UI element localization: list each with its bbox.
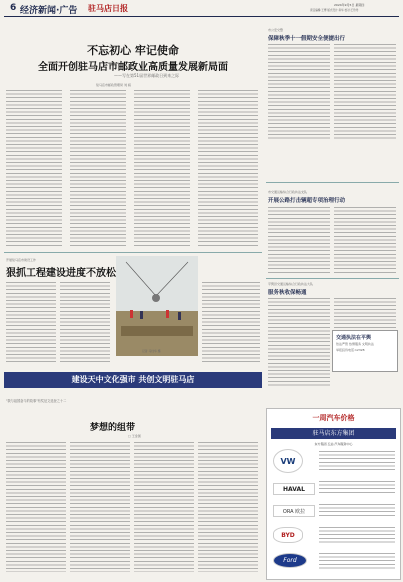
slogan-banner xyxy=(4,372,262,388)
right1-body-col1 xyxy=(268,44,330,140)
right2-body-col2 xyxy=(334,207,396,275)
right2-headline: 开展公路打击辆超专项治理行动 xyxy=(268,198,346,204)
right3-kicker: 平舆县交通运输综合行政执法大队 xyxy=(268,282,314,286)
bottom-body-col1 xyxy=(6,442,66,572)
mid-kicker: 开展驻马店市建设工作 xyxy=(6,258,37,262)
lead-body-col2 xyxy=(70,90,126,248)
car-ad-prices-5 xyxy=(319,553,395,569)
bottom-headline: 梦想的组带 xyxy=(90,423,136,433)
lead-body-col3 xyxy=(134,90,190,248)
lead-body-col4 xyxy=(198,90,258,248)
date-line: 2024年9月5日 星期四 xyxy=(334,3,365,7)
lead-subtitle: ——写在第51届世界邮政日到来之际 xyxy=(114,73,180,78)
right2-kicker: 市交通运输综合行政执法支队 xyxy=(268,190,308,194)
lead-byline: 驻马店市邮政管理局 刘 娟 xyxy=(96,83,131,87)
car-ad-dealer-bar xyxy=(271,428,396,439)
right2-body-col1 xyxy=(268,207,330,275)
bottom-kicker: "我与祖国奋斗的故事"有奖征文选登之十二 xyxy=(6,399,67,403)
lead-headline2: 全面开创驻马店市邮政业高质量发展新局面 xyxy=(38,62,228,73)
mid-body-col1 xyxy=(6,282,56,362)
car-ad-prices-3 xyxy=(319,504,395,518)
editor-line: 责任编辑:王博 版式设计:肖华 校对:王玲玲 xyxy=(310,9,359,12)
lead-body-col1 xyxy=(6,90,62,248)
car-ad-prices-1 xyxy=(319,451,395,471)
right3-body-col2 xyxy=(334,298,396,328)
bottom-body-col3 xyxy=(134,442,194,572)
right-column xyxy=(266,20,399,405)
right3-headline: 服务秋收保畅通 xyxy=(268,290,307,296)
right1-headline: 保障秋季十一假期安全便捷出行 xyxy=(268,36,346,42)
right1-body-col2 xyxy=(334,44,396,140)
mid-rule xyxy=(4,252,262,253)
mid-body-col2 xyxy=(60,282,110,362)
right1-kicker: 市公安交警 xyxy=(268,28,284,32)
car-ad-title: 一周汽车价格 xyxy=(312,413,355,422)
right-rule-1 xyxy=(266,182,399,183)
traffic-ad xyxy=(332,330,398,372)
vw-logo: VW xyxy=(273,449,303,473)
bottom-body-col2 xyxy=(70,442,130,572)
right-rule-2 xyxy=(266,278,399,279)
lead-headline1: 不忘初心 牢记使命 xyxy=(87,44,179,57)
mid-photo xyxy=(116,256,198,356)
car-ad-prices-2 xyxy=(319,481,395,495)
ora-logo: ORA 欧拉 xyxy=(273,505,315,517)
haval-logo: HAVAL xyxy=(273,483,315,495)
mid-photo-caption: 记者 马柱华 摄 xyxy=(142,349,161,353)
right3-body-col1 xyxy=(268,298,330,388)
page-number: 6 xyxy=(10,3,17,13)
mid-headline: 狠抓工程建设进度不放松 xyxy=(6,268,116,279)
bottom-story xyxy=(4,392,262,578)
masthead-rule xyxy=(4,16,399,17)
mid-story xyxy=(4,254,262,369)
masthead xyxy=(4,3,399,14)
car-price-ad xyxy=(266,408,401,580)
traffic-ad-line-2: 举报投诉电话:12328 xyxy=(336,348,365,352)
bottom-body-col4 xyxy=(198,442,258,572)
construction-photo xyxy=(116,256,198,356)
mid-body-col3 xyxy=(202,282,260,362)
section-title: 经济新闻·广告 xyxy=(20,6,78,16)
slogan-text: 建设天中文化强市 共创文明驻马店 xyxy=(71,375,195,384)
ford-logo: Ford xyxy=(273,553,307,568)
bottom-byline: □ 王金国 xyxy=(128,434,141,438)
traffic-ad-title: 交通执法在平舆 xyxy=(336,335,372,341)
traffic-ad-line-1: 依法严管 热情服务 文明执法 xyxy=(336,342,374,346)
byd-logo: BYD xyxy=(273,527,303,543)
car-ad-prices-4 xyxy=(319,527,395,543)
car-ad-tagline: 东方集团·五站·汽车服务中心 xyxy=(314,442,353,446)
paper-logo: 驻马店日报 xyxy=(88,3,128,13)
car-ad-dealer: 驻马店东方集团 xyxy=(312,430,355,437)
lead-story xyxy=(4,20,262,250)
